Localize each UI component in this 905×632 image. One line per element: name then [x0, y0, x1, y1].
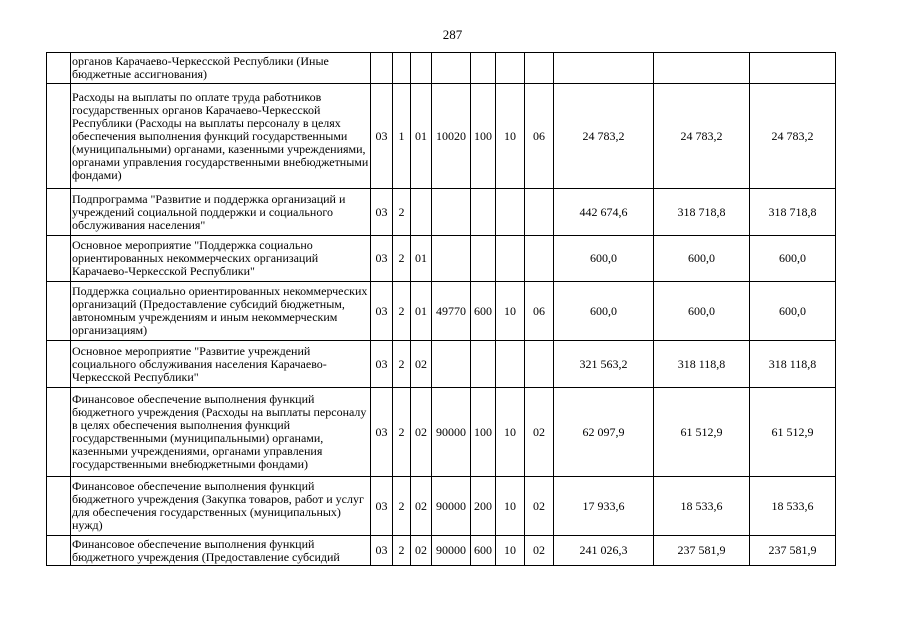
row-name: Финансовое обеспечение выполнения функций бюджетного учреждения (Расходы на выплаты персоналу в целях обеспечения выполнения функций государственными (муниципальными) органами, казенными учреждениями, органами управления государственными внебюджетными фондами) [71, 388, 371, 477]
index-cell [47, 388, 71, 477]
code-cell: 10020 [432, 84, 471, 189]
budget-table [46, 52, 836, 566]
amount-cell: 600,0 [750, 236, 836, 282]
code-cell: 03 [371, 388, 393, 477]
code-cell: 02 [411, 388, 432, 477]
table-row [47, 341, 836, 388]
amount-cell: 600,0 [554, 236, 654, 282]
code-cell [432, 189, 471, 236]
code-cell: 600 [471, 282, 496, 341]
code-cell: 2 [393, 536, 411, 566]
code-cell [393, 53, 411, 84]
code-cell [432, 236, 471, 282]
table-row [47, 236, 836, 282]
code-cell: 1 [393, 84, 411, 189]
code-cell: 100 [471, 84, 496, 189]
code-cell: 02 [411, 477, 432, 536]
code-cell: 2 [393, 282, 411, 341]
amount-cell: 600,0 [750, 282, 836, 341]
amount-cell: 61 512,9 [654, 388, 750, 477]
code-cell [525, 53, 554, 84]
table-row [47, 536, 836, 566]
code-cell: 06 [525, 84, 554, 189]
table-row [47, 477, 836, 536]
code-cell: 10 [496, 84, 525, 189]
amount-cell: 321 563,2 [554, 341, 654, 388]
amount-cell: 24 783,2 [750, 84, 836, 189]
amount-cell: 600,0 [554, 282, 654, 341]
amount-cell: 61 512,9 [750, 388, 836, 477]
code-cell: 2 [393, 236, 411, 282]
amount-cell: 17 933,6 [554, 477, 654, 536]
code-cell [525, 341, 554, 388]
amount-cell: 318 118,8 [654, 341, 750, 388]
code-cell: 90000 [432, 477, 471, 536]
code-cell [471, 53, 496, 84]
code-cell [471, 236, 496, 282]
code-cell: 01 [411, 236, 432, 282]
code-cell: 10 [496, 477, 525, 536]
index-cell [47, 189, 71, 236]
code-cell [496, 341, 525, 388]
amount-cell: 600,0 [654, 236, 750, 282]
code-cell [411, 53, 432, 84]
amount-cell: 442 674,6 [554, 189, 654, 236]
amount-cell: 318 718,8 [654, 189, 750, 236]
code-cell: 2 [393, 189, 411, 236]
code-cell: 01 [411, 282, 432, 341]
code-cell: 02 [525, 388, 554, 477]
code-cell [496, 236, 525, 282]
row-name: Поддержка социально ориентированных некоммерческих организаций (Предоставление субсидий бюджетным, автономным учреждениям и иным некоммерческим организациям) [71, 282, 371, 341]
code-cell: 100 [471, 388, 496, 477]
code-cell: 03 [371, 236, 393, 282]
code-cell [371, 53, 393, 84]
code-cell: 03 [371, 282, 393, 341]
index-cell [47, 536, 71, 566]
amount-cell [554, 53, 654, 84]
code-cell [496, 53, 525, 84]
index-cell [47, 282, 71, 341]
amount-cell: 18 533,6 [654, 477, 750, 536]
amount-cell: 24 783,2 [554, 84, 654, 189]
code-cell: 03 [371, 341, 393, 388]
row-name: Расходы на выплаты по оплате труда работников государственных органов Карачаево-Черкесской Республики (Расходы на выплаты персоналу в целях обеспечения выполнения функций государственными (муниципальными) органами, казенными учреждениями, органами управления государственными внебюджетными фондами) [71, 84, 371, 189]
code-cell: 90000 [432, 536, 471, 566]
index-cell [47, 236, 71, 282]
index-cell [47, 84, 71, 189]
row-name: органов Карачаево-Черкесской Республики (Иные бюджетные ассигнования) [71, 53, 371, 84]
code-cell: 03 [371, 189, 393, 236]
amount-cell: 237 581,9 [750, 536, 836, 566]
code-cell: 2 [393, 341, 411, 388]
code-cell: 10 [496, 282, 525, 341]
code-cell: 03 [371, 477, 393, 536]
row-name: Финансовое обеспечение выполнения функций бюджетного учреждения (Предоставление субсидий [71, 536, 371, 566]
amount-cell: 237 581,9 [654, 536, 750, 566]
amount-cell: 18 533,6 [750, 477, 836, 536]
code-cell [432, 53, 471, 84]
amount-cell [750, 53, 836, 84]
amount-cell: 24 783,2 [654, 84, 750, 189]
code-cell [432, 341, 471, 388]
code-cell: 600 [471, 536, 496, 566]
index-cell [47, 341, 71, 388]
index-cell [47, 53, 71, 84]
code-cell: 03 [371, 536, 393, 566]
code-cell: 2 [393, 477, 411, 536]
row-name: Подпрограмма "Развитие и поддержка организаций и учреждений социальной поддержки и социального обслуживания населения" [71, 189, 371, 236]
amount-cell: 600,0 [654, 282, 750, 341]
code-cell [525, 236, 554, 282]
code-cell: 10 [496, 536, 525, 566]
table-row [47, 282, 836, 341]
table-row [47, 388, 836, 477]
amount-cell: 62 097,9 [554, 388, 654, 477]
code-cell: 01 [411, 84, 432, 189]
amount-cell: 318 718,8 [750, 189, 836, 236]
amount-cell: 318 118,8 [750, 341, 836, 388]
code-cell [496, 189, 525, 236]
code-cell [471, 189, 496, 236]
code-cell [525, 189, 554, 236]
row-name: Основное мероприятие "Поддержка социально ориентированных некоммерческих организаций Карачаево-Черкесской Республики" [71, 236, 371, 282]
page-number: 287 [442, 27, 463, 42]
code-cell [411, 189, 432, 236]
code-cell: 02 [525, 536, 554, 566]
amount-cell: 241 026,3 [554, 536, 654, 566]
table-row [47, 53, 836, 84]
code-cell: 06 [525, 282, 554, 341]
code-cell [471, 341, 496, 388]
row-name: Основное мероприятие "Развитие учреждений социального обслуживания населения Карачаево-Черкесской Республики" [71, 341, 371, 388]
code-cell: 90000 [432, 388, 471, 477]
index-cell [47, 477, 71, 536]
code-cell: 200 [471, 477, 496, 536]
row-name: Финансовое обеспечение выполнения функций бюджетного учреждения (Закупка товаров, работ и услуг для обеспечения государственных (муниципальных) нужд) [71, 477, 371, 536]
code-cell: 03 [371, 84, 393, 189]
code-cell: 02 [411, 341, 432, 388]
code-cell: 2 [393, 388, 411, 477]
code-cell: 02 [525, 477, 554, 536]
code-cell: 02 [411, 536, 432, 566]
table-row [47, 84, 836, 189]
table-row [47, 189, 836, 236]
amount-cell [654, 53, 750, 84]
code-cell: 10 [496, 388, 525, 477]
code-cell: 49770 [432, 282, 471, 341]
